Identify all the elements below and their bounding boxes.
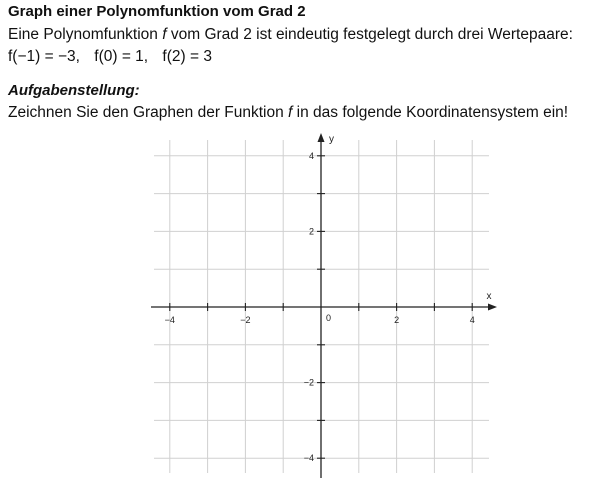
function-name: f (288, 104, 293, 121)
intro-text-start: Eine Polynomfunktion (8, 26, 163, 43)
x-axis-arrow (488, 304, 497, 311)
task-text-start: Zeichnen Sie den Graphen der Funktion (8, 104, 289, 121)
y-axis-label: y (329, 134, 334, 145)
y-tick-label: 2 (308, 226, 314, 237)
x-tick-label: 4 (469, 315, 475, 325)
x-tick-label: −4 (164, 315, 175, 325)
value-pair: f(2) = 3 (162, 48, 212, 65)
y-tick-label: −4 (303, 453, 314, 464)
function-name: f (162, 26, 167, 43)
task-text-end: in das folgende Koordinatensystem ein! (292, 104, 569, 121)
value-pair: f(−1) = −3, (8, 48, 80, 65)
intro-text-end: vom Grad 2 ist eindeutig festgelegt durch drei Wertepaare: (166, 26, 573, 43)
origin-label: 0 (326, 313, 332, 323)
x-tick-label: 2 (394, 315, 400, 325)
section-heading: Graph einer Polynomfunktion vom Grad 2 (8, 3, 306, 20)
y-tick-label: −2 (303, 377, 314, 388)
y-axis-arrow (318, 133, 325, 142)
value-pair: f(0) = 1, (94, 48, 149, 65)
task-heading: Aufgabenstellung: (8, 82, 140, 99)
x-axis-label: x (486, 291, 492, 302)
y-tick-label: 4 (308, 150, 314, 161)
x-tick-label: −2 (240, 315, 251, 325)
